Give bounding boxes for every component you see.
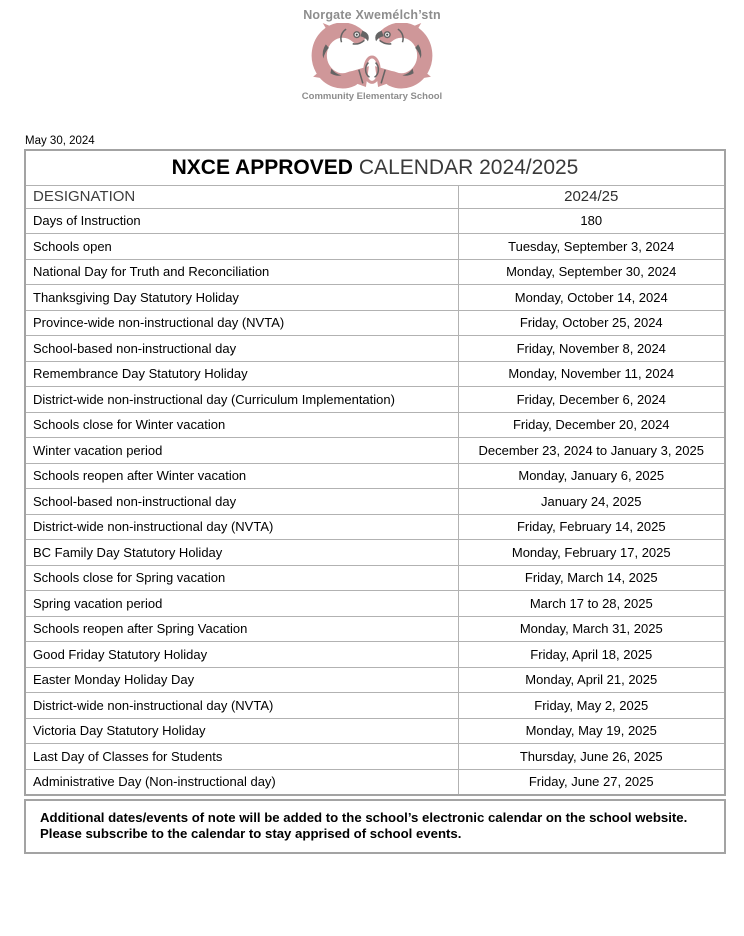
calendar-title-primary: NXCE APPROVED bbox=[171, 155, 353, 179]
date-cell: January 24, 2025 bbox=[458, 489, 725, 515]
date-cell: Friday, November 8, 2024 bbox=[458, 336, 725, 362]
designation-cell: Days of Instruction bbox=[25, 208, 458, 234]
designation-cell: Province-wide non-instructional day (NVTA) bbox=[25, 310, 458, 336]
designation-cell: Schools reopen after Spring Vacation bbox=[25, 616, 458, 642]
table-row bbox=[25, 234, 725, 260]
table-row bbox=[25, 667, 725, 693]
designation-cell: District-wide non-instructional day (NVTA) bbox=[25, 693, 458, 719]
date-cell: Tuesday, September 3, 2024 bbox=[458, 234, 725, 260]
table-row bbox=[25, 285, 725, 311]
date-cell: Monday, February 17, 2025 bbox=[458, 540, 725, 566]
designation-cell: Schools reopen after Winter vacation bbox=[25, 463, 458, 489]
designation-cell: Remembrance Day Statutory Holiday bbox=[25, 361, 458, 387]
designation-cell: Schools close for Winter vacation bbox=[25, 412, 458, 438]
designation-cell: Easter Monday Holiday Day bbox=[25, 667, 458, 693]
table-row bbox=[25, 412, 725, 438]
date-cell: Friday, June 27, 2025 bbox=[458, 769, 725, 795]
date-cell: Thursday, June 26, 2025 bbox=[458, 744, 725, 770]
table-row bbox=[25, 591, 725, 617]
year-header: 2024/25 bbox=[458, 185, 725, 208]
table-row bbox=[25, 361, 725, 387]
table-row bbox=[25, 259, 725, 285]
designation-cell: School-based non-instructional day bbox=[25, 489, 458, 515]
table-row bbox=[25, 693, 725, 719]
table-row bbox=[25, 208, 725, 234]
designation-cell: Thanksgiving Day Statutory Holiday bbox=[25, 285, 458, 311]
table-row bbox=[25, 718, 725, 744]
school-logo bbox=[0, 0, 744, 102]
calendar-title bbox=[25, 150, 725, 185]
table-row bbox=[25, 463, 725, 489]
title-row bbox=[25, 150, 725, 185]
designation-cell: BC Family Day Statutory Holiday bbox=[25, 540, 458, 566]
calendar-table bbox=[24, 149, 726, 796]
date-cell: Friday, February 14, 2025 bbox=[458, 514, 725, 540]
designation-cell: Schools open bbox=[25, 234, 458, 260]
designation-cell: Administrative Day (Non-instructional day) bbox=[25, 769, 458, 795]
table-row bbox=[25, 744, 725, 770]
date-cell: Friday, March 14, 2025 bbox=[458, 565, 725, 591]
table-row bbox=[25, 310, 725, 336]
table-row bbox=[25, 616, 725, 642]
header-row bbox=[25, 185, 725, 208]
date-cell: Monday, November 11, 2024 bbox=[458, 361, 725, 387]
two-salmon-logo-icon bbox=[309, 23, 435, 90]
designation-cell: School-based non-instructional day bbox=[25, 336, 458, 362]
table-row bbox=[25, 565, 725, 591]
designation-cell: Victoria Day Statutory Holiday bbox=[25, 718, 458, 744]
note-box bbox=[24, 799, 726, 855]
table-row bbox=[25, 336, 725, 362]
date-cell: Monday, May 19, 2025 bbox=[458, 718, 725, 744]
designation-cell: Schools close for Spring vacation bbox=[25, 565, 458, 591]
date-cell: 180 bbox=[458, 208, 725, 234]
date-cell: Friday, October 25, 2024 bbox=[458, 310, 725, 336]
note-line-2: Please subscribe to the calendar to stay apprised of school events. bbox=[40, 826, 462, 842]
designation-cell: District-wide non-instructional day (NVTA) bbox=[25, 514, 458, 540]
designation-cell: National Day for Truth and Reconciliation bbox=[25, 259, 458, 285]
table-row bbox=[25, 489, 725, 515]
date-cell: Friday, May 2, 2025 bbox=[458, 693, 725, 719]
school-name: Norgate Xwemélch’stn bbox=[303, 8, 441, 22]
table-row bbox=[25, 514, 725, 540]
table-row bbox=[25, 769, 725, 795]
calendar-body bbox=[25, 208, 725, 795]
table-row bbox=[25, 438, 725, 464]
designation-cell: Last Day of Classes for Students bbox=[25, 744, 458, 770]
date-cell: Monday, March 31, 2025 bbox=[458, 616, 725, 642]
table-row bbox=[25, 642, 725, 668]
date-cell: Monday, September 30, 2024 bbox=[458, 259, 725, 285]
date-cell: Monday, January 6, 2025 bbox=[458, 463, 725, 489]
date-cell: March 17 to 28, 2025 bbox=[458, 591, 725, 617]
designation-cell: District-wide non-instructional day (Curriculum Implementation) bbox=[25, 387, 458, 413]
table-row bbox=[25, 387, 725, 413]
date-cell: December 23, 2024 to January 3, 2025 bbox=[458, 438, 725, 464]
date-cell: Friday, December 20, 2024 bbox=[458, 412, 725, 438]
calendar-title-secondary: CALENDAR 2024/2025 bbox=[358, 155, 579, 179]
designation-cell: Spring vacation period bbox=[25, 591, 458, 617]
designation-header: DESIGNATION bbox=[25, 185, 458, 208]
document-date: May 30, 2024 bbox=[25, 135, 95, 147]
designation-cell: Good Friday Statutory Holiday bbox=[25, 642, 458, 668]
school-subtitle: Community Elementary School bbox=[301, 91, 443, 102]
date-cell: Monday, April 21, 2025 bbox=[458, 667, 725, 693]
date-cell: Monday, October 14, 2024 bbox=[458, 285, 725, 311]
designation-cell: Winter vacation period bbox=[25, 438, 458, 464]
note-line-1: Additional dates/events of note will be added to the school’s electronic calendar on the school website. bbox=[40, 809, 688, 825]
date-cell: Friday, December 6, 2024 bbox=[458, 387, 725, 413]
table-row bbox=[25, 540, 725, 566]
date-cell: Friday, April 18, 2025 bbox=[458, 642, 725, 668]
